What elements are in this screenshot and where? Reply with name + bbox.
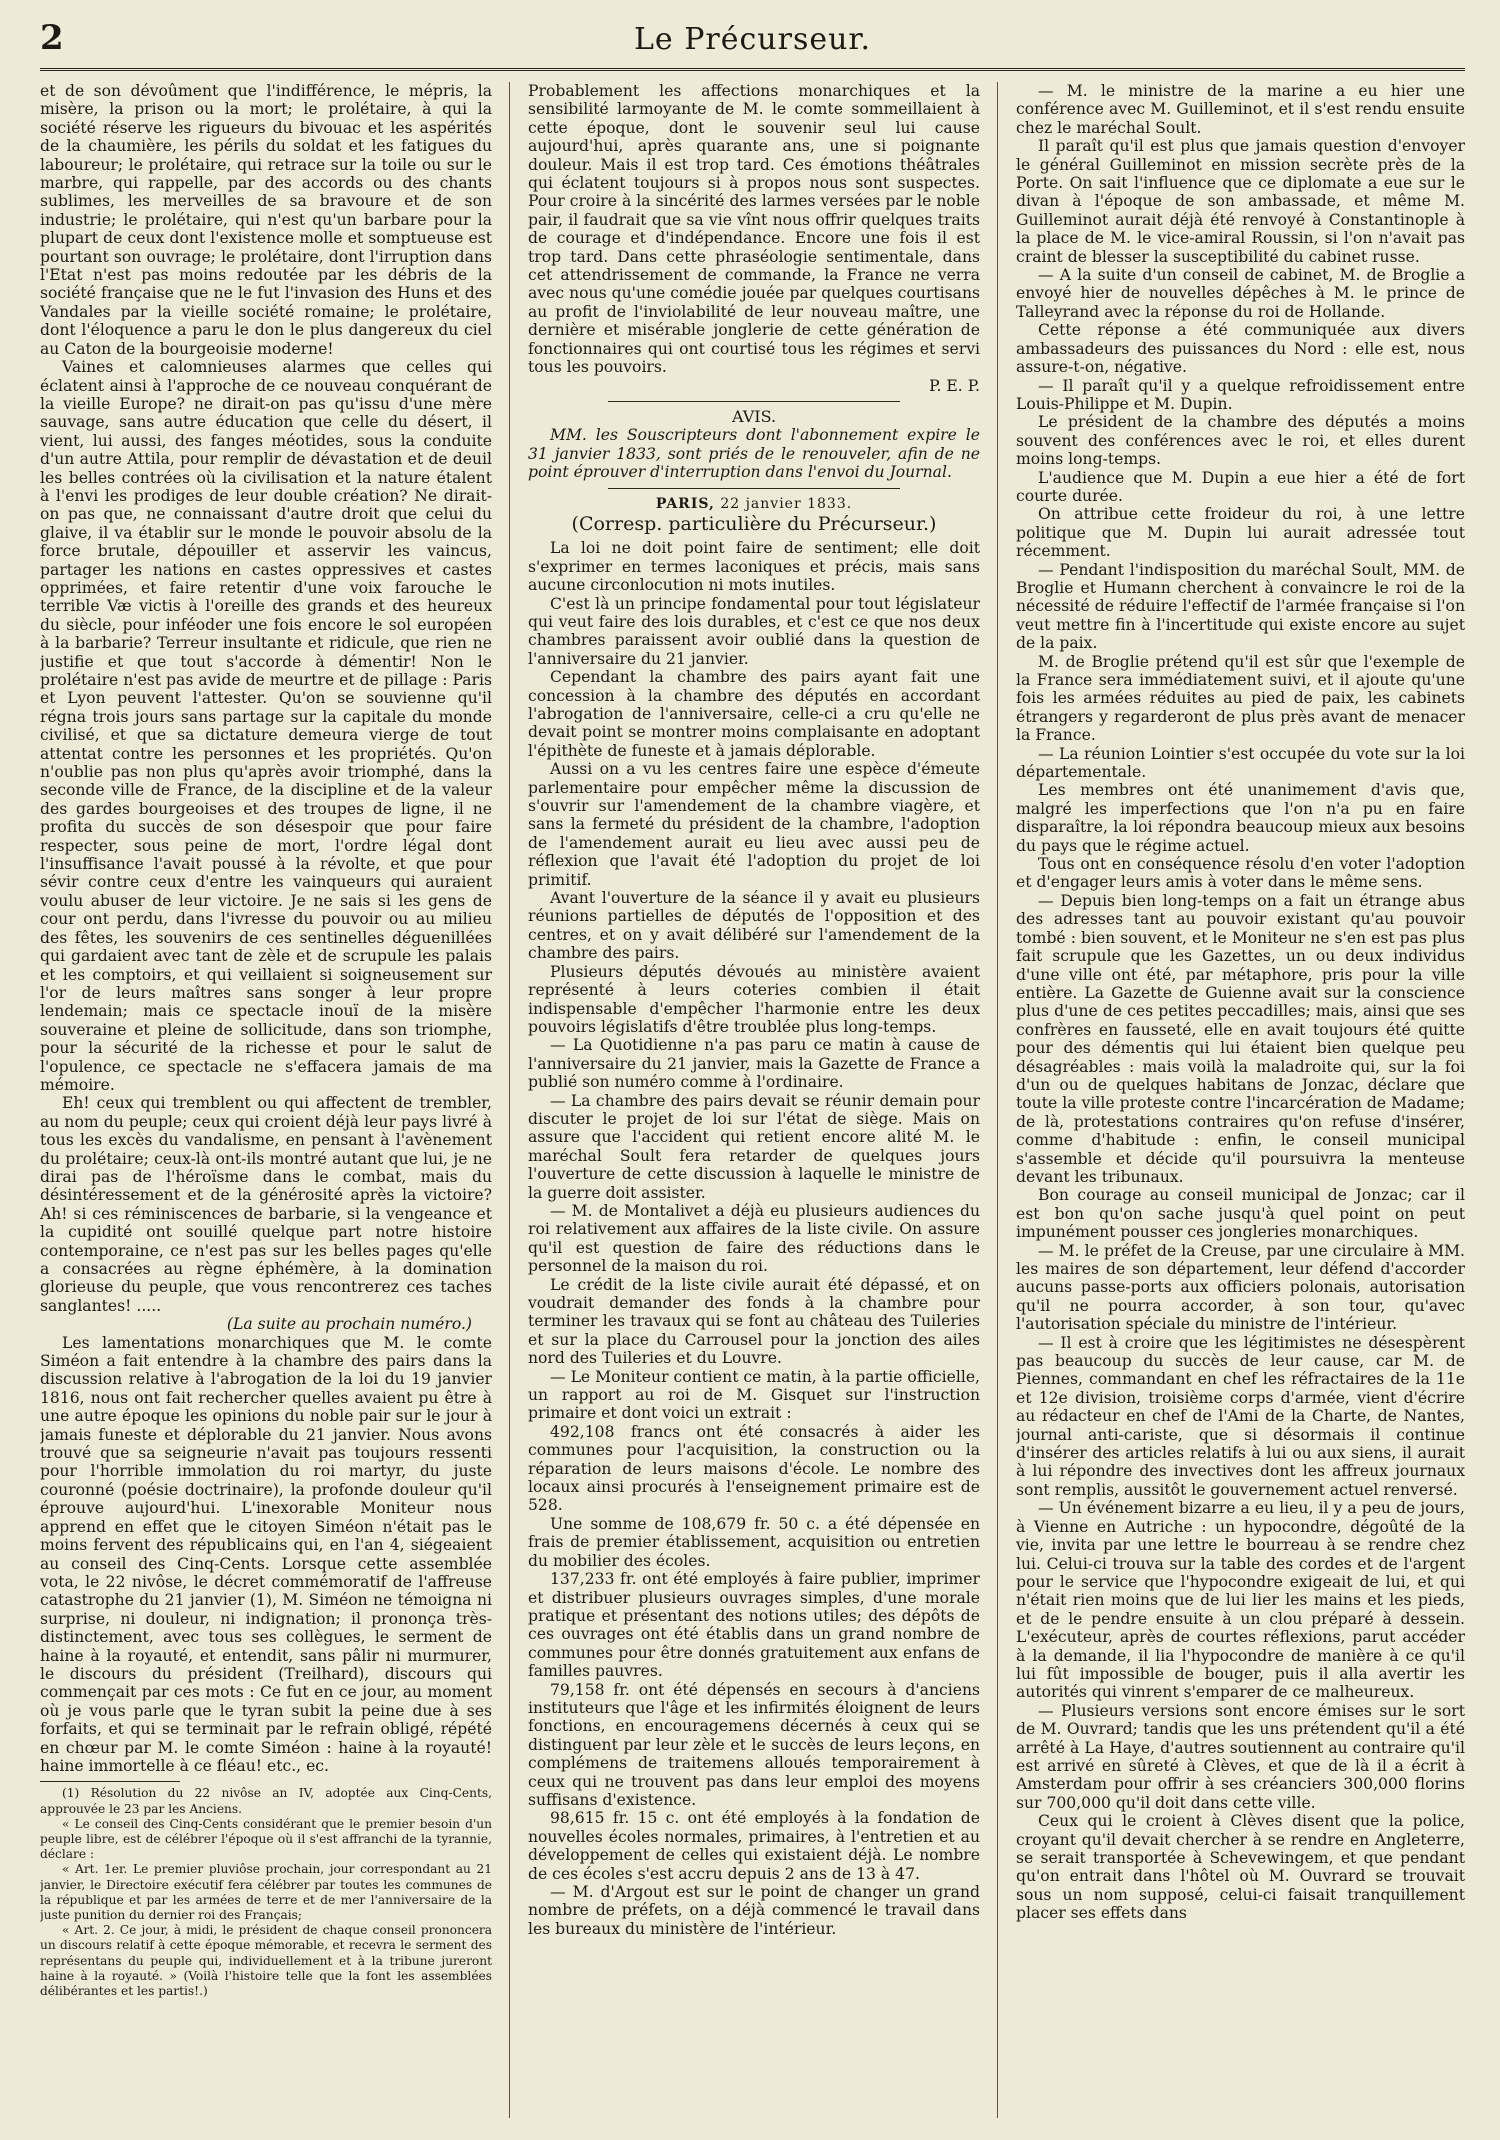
article-paragraph: — M. de Montalivet a déjà eu plusieurs audiences du roi relativement aux affaires de la liste civile. On assure qu'il est question de faire des réductions dans le personnel de la maison du roi. <box>528 1201 980 1276</box>
section-heading: (Corresp. particulière du Précurseur.) <box>571 512 937 535</box>
article-paragraph: Les membres ont été unanimement d'avis que, malgré les imperfections que l'on n'a pu en faire disparaître, la loi répondra beaucoup mieux aux besoins du pays que le régime actuel. <box>1016 781 1465 855</box>
article-paragraph: 98,615 fr. 15 c. ont été employés à la fondation de nouvelles écoles normales, primaires, à l'entretien et au développement de celles qui existaient déjà. Le nombre de ces écoles s'est accru depuis 2 ans de 13 à 47. <box>528 1809 980 1883</box>
article-paragraph: — Il est à croire que les légitimistes ne désespèrent pas beaucoup du succès de leur cause, car M. de Piennes, commandant en chef les réfractaires de la 11e et 12e division, troisième corps d'armée, vient d'écrire au rédacteur en chef de l'Ami de la Charte, de Nantes, journal anti-cariste, que si désormais il continue d'insérer des articles relatifs à lui ou aux siens, il aurait à lui répondre des invectives dont les affreux journaux sont remplis, aussitôt le gouvernement actuel renversé. <box>1016 1333 1465 1499</box>
masthead <box>40 18 1465 64</box>
dateline <box>528 495 980 513</box>
article-paragraph: — M. d'Argout est sur le point de changer un grand nombre de préfets, on a déjà commencé le travail dans les bureaux du ministère de l'intérieur. <box>528 1883 980 1938</box>
article-paragraph: — La chambre des pairs devait se réunir demain pour discuter le projet de loi sur l'état de siège. Mais on assure que l'accident qui retient encore alité M. le maréchal Soult fera retarder de quelques jours l'ouverture de cette discussion à laquelle le ministre de la guerre doit assister. <box>528 1091 980 1202</box>
column-1 <box>40 82 492 2118</box>
article-paragraph: — Il paraît qu'il y a quelque refroidissement entre Louis-Philippe et M. Dupin. <box>1016 376 1465 413</box>
article-paragraph: Tous ont en conséquence résolu d'en voter l'adoption et d'engager leurs amis à voter dans le même sens. <box>1016 855 1465 892</box>
article-paragraph: Bon courage au conseil municipal de Jonzac; car il est bon qu'on sache jusqu'à quel point on peut impunément pousser ces jongleries monarchiques. <box>1016 1186 1465 1242</box>
article-paragraph: — La Quotidienne n'a pas paru ce matin à cause de l'anniversaire du 21 janvier, mais la Gazette de France a publié son numéro comme à l'ordinaire. <box>528 1036 980 1092</box>
article-paragraph: — Le Moniteur contient ce matin, à la partie officielle, un rapport au roi de M. Gisquet sur l'instruction primaire et dont voici un extrait : <box>528 1367 980 1423</box>
article-paragraph: Cependant la chambre des pairs ayant fait une concession à la chambre des députés en accordant l'abrogation de l'anniversaire, celle-ci a cru qu'elle ne devait point se montrer moins complaisante en adoptant l'épithète de funeste et à jamais déplorable. <box>528 668 980 760</box>
columns <box>40 82 1465 2118</box>
notice-title: AVIS. <box>731 406 777 426</box>
article-paragraph: La loi ne doit point faire de sentiment; elle doit s'exprimer en termes laconiques et précis, mais sans aucune circonlocution ni mots inutiles. <box>528 539 980 595</box>
article-paragraph: Avant l'ouverture de la séance il y avait eu plusieurs réunions partielles de députés de l'opposition et des centres, et on y avait délibéré sur l'amendement de la chambre des pairs. <box>528 889 980 963</box>
article-paragraph: L'audience que M. Dupin a eue hier a été de fort courte durée. <box>1016 468 1465 505</box>
article-paragraph: Il paraît qu'il est plus que jamais question d'envoyer le général Guilleminot en mission secrète près de la Porte. On sait l'influence que ce diplomate a eue sur le divan à l'époque de son ambassade, et même M. Guilleminot aurait déjà été renvoyé à Constantinople à la place de M. le vice-amiral Roussin, si l'on n'avait pas craint de blesser la susceptibilité du cabinet russe. <box>1016 137 1465 266</box>
article-paragraph: 79,158 fr. ont été dépensés en secours à d'anciens instituteurs que l'âge et les infirmités éloignent de leurs fonctions, en encouragemens décernés à ceux qui se distinguent par leur zèle et le succès de leurs leçons, en complémens de traitemens alloués temporairement à ceux qui ne trouvent pas dans leur emploi des moyens suffisans d'existence. <box>528 1680 980 1809</box>
article-paragraph: — M. le ministre de la marine a eu hier une conférence avec M. Guilleminot, et il s'est rendu ensuite chez le maréchal Soult. <box>1016 82 1465 137</box>
newspaper-page <box>40 18 1465 2118</box>
masthead-rule <box>40 68 1465 71</box>
dateline-date: 22 janvier 1833. <box>720 495 853 512</box>
signature: P. E. P. <box>929 376 980 395</box>
article-paragraph: Les lamentations monarchiques que M. le comte Siméon a fait entendre à la chambre des pairs dans la discussion relative à l'abrogation de la loi du 19 janvier 1816, nous ont fait rechercher quelles avaient pu être à une autre époque les opinions du noble pair sur le jour à jamais funeste et déplorable du 21 janvier. Nous avons trouvé que sa seigneurie n'avait pas toujours ressenti pour l'horrible immolation du roi martyr, du juste couronné (poésie doctrinaire), la profonde douleur qu'il éprouve aujourd'hui. L'inexorable Moniteur nous apprend en effet que le citoyen Siméon n'était pas le moins fervent des républicains qui, en l'an 4, siégeaient au conseil des Cinq-Cents. Lorsque cette assemblée vota, le 22 nivôse, le décret commémoratif de l'affreuse catastrophe du 21 janvier (1), M. Siméon ne témoigna ni surprise, ni douleur, ni indignation; il prononça très-distinctement, avec tous ses collègues, le serment de haine à la royauté, et entendit, sans pâlir ni murmurer, le discours du président (Treilhard), discours qui commençait par ces mots : Ce fut en ce jour, au moment où je vous parle que le tyran subit la peine due à ses forfaits, et qui se terminait par le refrain obligé, répété en chœur par M. le comte Siméon : haine à la royauté! haine immortelle à ce fléau! etc., ec. <box>40 1333 492 1775</box>
paper-title: Le Précurseur. <box>633 22 871 57</box>
article-paragraph: Cette réponse a été communiquée aux divers ambassadeurs des puissances du Nord : elle est, nous assure-t-on, négative. <box>1016 321 1465 377</box>
article-paragraph: M. de Broglie prétend qu'il est sûr que l'exemple de la France sera immédiatement suivi, et il ajoute qu'une fois les armées réduites au pied de paix, les cabinets étrangers y regarderont de plus près avant de menacer la France. <box>1016 652 1465 745</box>
article-paragraph: Aussi on a vu les centres faire une espèce d'émeute parlementaire pour empêcher même la discussion de s'ouvrir sur l'amendement de la chambre viagère, et sans la fermeté du président de la chambre, l'adoption de l'amendement aurait eu lieu avec aussi peu de réflexion que l'avait été l'adoption du projet de loi primitif. <box>528 760 980 889</box>
footnote-line: « Art. 2. Ce jour, à midi, le président de chaque conseil prononcera un discours relatif à cette époque mémorable, et recevra le serment des représentans du peuple qui, individuellement et à la tribune jureront haine à la royauté. » (Voilà l'histoire telle que la font les assemblées délibérantes et les partis!.) <box>40 1923 492 1999</box>
article-paragraph: — M. le préfet de la Creuse, par une circulaire à MM. les maires de son département, leur défend d'accorder aucuns passe-ports aux officiers polonais, autorisation qu'il ne pourra accorder, à son tour, qu'avec l'autorisation spéciale du ministre de l'intérieur. <box>1016 1241 1465 1334</box>
continuation-note: (La suite au prochain numéro.) <box>226 1315 472 1334</box>
article-paragraph: — A la suite d'un conseil de cabinet, M. de Broglie a envoyé hier de nouvelles dépêches à M. le prince de Talleyrand avec la réponse du roi de Hollande. <box>1016 266 1465 321</box>
separator <box>608 401 900 402</box>
article-paragraph: Une somme de 108,679 fr. 50 c. a été dépensée en frais de premier établissement, acquisition ou entretien du mobilier des écoles. <box>528 1514 980 1570</box>
page-number: 2 <box>40 18 64 58</box>
article-paragraph: — La réunion Lointier s'est occupée du vote sur la loi départementale. <box>1016 744 1465 782</box>
footnote-line: (1) Résolution du 22 nivôse an IV, adoptée aux Cinq-Cents, approuvée le 23 par les Anciens. <box>40 1786 492 1816</box>
footnote-line: « Le conseil des Cinq-Cents considérant que le premier besoin d'un peuple libre, est de célébrer l'époque où il s'est affranchi de la tyrannie, déclare : <box>40 1816 492 1862</box>
article-paragraph: Ceux qui le croient à Clèves disent que la police, croyant qu'il devait chercher à se rendre en Angleterre, se serait transportée à Schevewingem, et que pendant qu'on entrait dans l'hôtel où M. Ouvrard se trouvait sous un nom supposé, celui-ci faisait tranquillement placer ses effets dans <box>1016 1812 1465 1923</box>
article-paragraph: C'est là un principe fondamental pour tout législateur qui veut faire des lois durables, et c'est ce que nos deux chambres paraissent avoir oublié dans la question de l'anniversaire du 21 janvier. <box>528 594 980 668</box>
article-paragraph: Le crédit de la liste civile aurait été dépassé, et on voudrait demander des fonds à la chambre pour terminer les travaux qui se font au château des Tuileries et sur la place du Carrousel pour la jonction des ailes nord des Tuileries et du Louvre. <box>528 1275 980 1368</box>
footnote-rule <box>40 1781 180 1782</box>
article-paragraph: 492,108 francs ont été consacrés à aider les communes pour l'acquisition, la construction ou la réparation de leurs maisons d'école. Le nombre des locaux ainsi procurés à l'enseignement primaire est de 528. <box>528 1422 980 1515</box>
article-paragraph: — Plusieurs versions sont encore émises sur le sort de M. Ouvrard; tandis que les uns prétendent qu'il a été arrêté à La Haye, d'autres soutiennent au contraire qu'il est arrivé en sûreté à Clèves, et que de là il a écrit à Amsterdam pour offrir à ses créanciers 300,000 florins sur 700,000 qu'il doit dans cette ville. <box>1016 1701 1465 1812</box>
article-paragraph: Vaines et calomnieuses alarmes que celles qui éclatent ainsi à l'approche de ce nouveau conquérant de la vieille Europe? ne dirait-on pas qu'issu d'une mère sauvage, sans autre éducation que celle du désert, il vient, lui aussi, des fanges méotides, sous la conduite d'un autre Attila, pour remplir de dévastation et de deuil les belles contrées où la civilisation et la nature étalent à l'envi les prodiges de leur double création? Ne dirait-on pas que, ne connaissant d'autre droit que celui du glaive, il va établir sur le monde le pouvoir absolu de la force brutale, dépouiller et asservir les vaincus, partager les nations en castes oppressives et castes opprimées, et faire retentir d'une voix farouche le terrible Væ victis à l'oreille des grands et des heureux du siècle, pour inféoder une fois encore le sol européen à la barbarie? Terreur insultante et ridicule, que rien ne justifie et que tout s'accorde à démentir! Non le prolétaire n'est pas avide de meurtre et de pillage : Paris et Lyon peuvent l'attester. Qu'on se souvienne qu'il régna trois jours sans partage sur la capitale du monde civilisé, et que sa dictature demeura vierge de tout attentat contre les personnes et les propriétés. Qu'on n'oublie pas non plus qu'après avoir triomphé, dans la seconde ville de France, de la discipline et de la valeur des gardes bourgeoises et des troupes de ligne, il ne profita du succès de son désespoir que pour faire respecter, sous peine de mort, l'ordre légal dont l'insuffisance l'avait poussé à la révolte, et que pour sévir contre ceux d'entre les vainqueurs qui auraient voulu abuser de leur victoire. Je ne sais si les gens de cour ont perdu, dans l'ivresse du pouvoir ou au milieu des fêtes, les souvenirs de ces sentinelles déguenillées qui gardaient avec tant de zèle et de scrupule les palais et les comptoirs, et qui veillaient si soigneusement sur l'or de leurs maîtres sans songer à leur propre lendemain; mais ce spectacle inouï de la misère souveraine et pleine de sollicitude, dans son triomphe, pour la sécurité de la richesse et pour le salut de l'opulence, ce spectacle ne s'effacera jamais de ma mémoire. <box>40 358 492 1094</box>
article-paragraph: — Un événement bizarre a eu lieu, il y a peu de jours, à Vienne en Autriche : un hypocondre, dégoûté de la vie, invita par une lettre le bourreau à se rendre chez lui. Celui-ci trouva sur la table des cordes et de l'argent pour le service que l'hypocondre exigeait de lui, et qui n'était rien moins que de lui lier les mains et les pieds, et de le pendre ensuite à un clou préparé à dessein. L'exécuteur, après de courtes réflexions, parut accéder à la demande, il lia l'hypocondre de manière à ce qu'il lui fût impossible de bouger, puis il alla avertir les autorités qui vinrent s'emparer de ce malheureux. <box>1016 1499 1465 1702</box>
article-paragraph: 137,233 fr. ont été employés à faire publier, imprimer et distribuer plusieurs ouvrages simples, d'une morale pratique et présentant des notions utiles; des dépôts de ces ouvrages ont été établis dans un grand nombre de communes pour être donnés gratuitement aux enfans de familles pauvres. <box>528 1570 980 1681</box>
column-rule <box>997 82 998 2118</box>
notice-text: MM. les Souscripteurs dont l'abonnement expire le 31 janvier 1833, sont priés de le renouveler, afin de ne point éprouver d'interruption dans l'envoi du Journal. <box>528 426 980 482</box>
article-paragraph: — Pendant l'indisposition du maréchal Soult, MM. de Broglie et Humann cherchent à convaincre le roi de la nécessité de réduire l'effectif de l'armée française si l'on veut mettre fin à l'incertitude qui existe encore au sujet de la paix. <box>1016 560 1465 653</box>
article-paragraph: Plusieurs députés dévoués au ministère avaient représenté à leurs coteries combien il était indispensable d'empêcher l'harmonie entre les deux pouvoirs législatifs d'être troublée plus long-temps. <box>528 962 980 1036</box>
column-3 <box>1016 82 1465 2118</box>
separator <box>608 488 900 489</box>
article-paragraph: Probablement les affections monarchiques et la sensibilité larmoyante de M. le comte sommeillaient à cette époque, dont le souvenir seul lui cause aujourd'hui, après quarante ans, une si poignante douleur. Mais il est trop tard. Ces émotions théâtrales qui éclatent toujours si à propos nous sont suspectes. Pour croire à la sincérité des larmes versées par le noble pair, il faudrait que sa vie vînt nous offrir quelques traits de courage et d'indépendance. Encore une fois il est trop tard. Dans cette phraséologie sentimentale, dans cet attendrissement de commande, la France ne verra avec nous qu'une comédie jouée par quelques courtisans au profit de l'inviolabilité de leur nouveau maître, une dernière et misérable jonglerie de cette génération de fonctionnaires qui ont courtisé tous les régimes et servi tous les pouvoirs. <box>528 82 980 377</box>
article-paragraph: On attribue cette froideur du roi, à une lettre politique que M. Dupin lui aurait adressée tout récemment. <box>1016 505 1465 561</box>
footnote-line: « Art. 1er. Le premier pluviôse prochain, jour correspondant au 21 janvier, le Directoire exécutif fera célébrer par toutes les communes de la république et par les armées de terre et de mer l'anniversaire de la juste punition du dernier roi des Français; <box>40 1862 492 1922</box>
dateline-city: PARIS, <box>655 495 715 512</box>
article-paragraph: Eh! ceux qui tremblent ou qui affectent de trembler, au nom du peuple; ceux qui croient déjà leur pays livré à tous les excès du vandalisme, en pensant à l'avènement du prolétaire; ceux-là ont-ils montré autant que lui, je ne dirai pas de l'héroïsme dans le combat, mais du désintéressement et de la générosité après la victoire? Ah! si ces réminiscences de barbarie, si la vengeance et la cupidité ont souillé quelque part notre histoire contemporaine, ce n'est pas sur les belles pages qu'elle a consacrées au règne éphémère, à la domination glorieuse du peuple, que vous rencontrerez ces taches sanglantes! ..... <box>40 1094 492 1315</box>
column-rule <box>509 82 510 2118</box>
article-paragraph: et de son dévoûment que l'indifférence, le mépris, la misère, la prison ou la mort; le prolétaire, à qui la société réserve les rigueurs du bivouac et les aspérités de la chaumière, les périls du soldat et les fatigues du laboureur; le prolétaire, qui retrace sur la toile ou sur le marbre, qui rappelle, par des accords ou des chants sublimes, les merveilles de sa bravoure et de son industrie; le prolétaire, qui n'est qu'un barbare pour la plupart de ceux dont l'existence molle et somptueuse est pourtant son ouvrage; le prolétaire, dont l'irruption dans l'Etat n'est pas moins redoutée par les débris de la société française que ne le fut l'invasion des Huns et des Vandales par la vieille société romaine; le prolétaire, dont l'éloquence a paru le don le plus dangereux du ciel au Caton de la bourgeoisie moderne! <box>40 82 492 358</box>
column-2 <box>528 82 980 2118</box>
article-paragraph: Le président de la chambre des députés a moins souvent des conférences avec le roi, et elles durent moins long-temps. <box>1016 413 1465 469</box>
article-paragraph: — Depuis bien long-temps on a fait un étrange abus des adresses tant au pouvoir existant qu'au pouvoir tombé : bien souvent, et le Moniteur ne s'en est pas plus fait scrupule que les Gazettes, un ou deux individus d'une ville ont été, par métaphore, pris pour la ville entière. La Gazette de Guienne avait sur la conscience plus d'une de ces petites peccadilles; mais, ainsi que ses confrères en fausseté, elle en avait toujours été quitte pour des démentis qui lui étaient bien quelque peu désagréables : mais voilà la maladroite qui, sur la foi d'un ou de quelques habitans de Jonzac, déclare que toute la ville proteste contre l'incarcération de Madame; de là, protestations contraires qu'on refuse d'insérer, comme d'habitude : enfin, le conseil municipal s'assemble et décide qu'il poursuivra la menteuse devant les tribunaux. <box>1016 891 1465 1186</box>
